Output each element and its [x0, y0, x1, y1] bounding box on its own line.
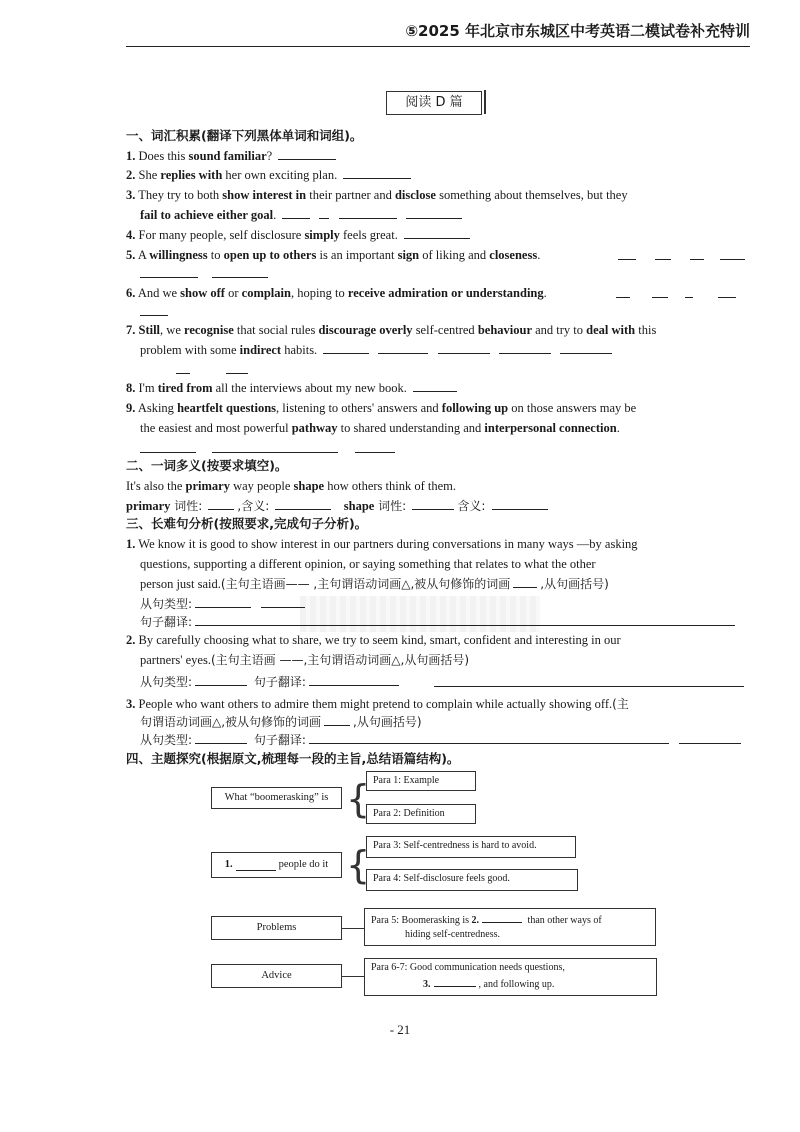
sentence-2-line1: 2. By carefully choosing what to share, we try to seem kind, smart, confident and interesting in our	[126, 633, 621, 647]
answer-blank[interactable]	[690, 259, 704, 260]
vocab-item-5: 5. A willingness to open up to others is an important sign of liking and closeness.	[126, 248, 541, 262]
vocab-item-9-line2: the easiest and most powerful pathway to shared understanding and interpersonal connection.	[140, 421, 620, 435]
answer-blank[interactable]	[679, 732, 741, 744]
sentence-1-line2: questions, supporting a different opinion, or saying something that relates to what the other	[140, 557, 596, 571]
answer-blank[interactable]	[413, 380, 457, 392]
polysemy-answers: primary 词性: ,含义: shape 词性: 含义:	[126, 498, 551, 514]
answer-blank[interactable]	[343, 167, 411, 179]
part3-heading: 三、长难句分析(按照要求,完成句子分析)。	[126, 516, 368, 531]
answer-blank[interactable]	[513, 576, 537, 588]
sentence-3-line1: 3. People who want others to admire them might pretend to complain while actually showing off.(主	[126, 697, 629, 711]
answer-blank[interactable]	[404, 227, 470, 239]
vocab-item-4: 4. For many people, self disclosure simply feels great.	[126, 227, 473, 243]
answer-blank[interactable]	[140, 315, 168, 316]
vocab-item-6: 6. And we show off or complain, hoping to receive admiration or understanding.	[126, 286, 547, 300]
structure-box-para6-7: Para 6-7: Good communication needs questions, 3. , and following up.	[364, 958, 657, 996]
answer-blank[interactable]	[319, 207, 329, 219]
answer-blank[interactable]	[176, 373, 190, 374]
header-rule	[126, 46, 750, 47]
sentence-2-line2: partners' eyes.(主句主语画 ——,主句谓语动词画△,从句画括号)	[140, 653, 470, 667]
part1-heading: 一、词汇积累(翻译下列黑体单词和词组)。	[126, 128, 363, 143]
vocab-item-3: 3. They try to both show interest in their partner and disclose something about themselves, but they	[126, 188, 628, 202]
vocab-item-7: 7. Still, we recognise that social rules discourage overly self-centred behaviour and try to deal with this	[126, 323, 657, 337]
pos-blank[interactable]	[208, 498, 234, 510]
answer-blank[interactable]	[718, 297, 736, 298]
answer-blank[interactable]	[226, 373, 248, 374]
answer-blank[interactable]	[560, 342, 612, 354]
answer-blank[interactable]	[212, 277, 268, 278]
answer-blank[interactable]	[616, 297, 630, 298]
sentence-1-line3: person just said.(主句主语画—— ,主句谓语动词画△,被从句修饰的词画 ,从句画括号)	[140, 577, 609, 591]
answer-blank[interactable]	[261, 596, 305, 608]
connector-line	[342, 976, 364, 977]
answer-blank[interactable]	[140, 452, 196, 453]
answer-blank[interactable]	[195, 614, 735, 626]
answer-blank[interactable]	[339, 207, 397, 219]
answer-blank[interactable]	[195, 674, 247, 686]
answer-blank[interactable]	[378, 342, 428, 354]
pos-blank[interactable]	[412, 498, 454, 510]
answer-blank[interactable]	[324, 714, 350, 726]
answer-blank[interactable]	[720, 259, 745, 260]
vocab-item-8: 8. I'm tired from all the interviews about my new book.	[126, 380, 460, 396]
part2-heading: 二、一词多义(按要求填空)。	[126, 458, 288, 473]
answer-blank-1[interactable]	[236, 859, 276, 871]
vocab-item-9: 9. Asking heartfelt questions, listening to others' answers and following up on those answers may be	[126, 401, 637, 415]
answer-blank-2[interactable]	[482, 911, 522, 923]
structure-box-para2: Para 2: Definition	[366, 804, 476, 824]
structure-box-why: 1. people do it	[211, 852, 342, 878]
section-bar	[484, 90, 486, 114]
answer-blank[interactable]	[406, 207, 462, 219]
answer-blank[interactable]	[195, 732, 247, 744]
structure-box-para1: Para 1: Example	[366, 771, 476, 791]
page-number: - 21	[389, 1022, 411, 1037]
vocab-item-2: 2. She replies with her own exciting plan.	[126, 167, 414, 183]
brace-icon: {	[346, 777, 371, 821]
answer-blank[interactable]	[212, 452, 338, 453]
structure-box-para3: Para 3: Self-centredness is hard to avoid.	[366, 836, 576, 858]
structure-box-problems: Problems	[211, 916, 342, 940]
answer-blank[interactable]	[438, 342, 490, 354]
answer-blank[interactable]	[195, 596, 251, 608]
answer-blank[interactable]	[355, 452, 395, 453]
structure-box-para4: Para 4: Self-disclosure feels good.	[366, 869, 578, 891]
structure-box-advice: Advice	[211, 964, 342, 988]
sentence-1-line1: 1. We know it is good to show interest in our partners during conversations in many ways —by asking	[126, 537, 638, 551]
section-title: 阅读 D 篇	[386, 91, 482, 115]
answer-blank[interactable]	[278, 148, 336, 160]
answer-blank[interactable]	[499, 342, 551, 354]
structure-box-para5: Para 5: Boomerasking is 2. than other ways of hiding self-centredness.	[364, 908, 656, 946]
sentence-1-translation: 句子翻译:	[140, 614, 738, 630]
answer-blank[interactable]	[309, 674, 399, 686]
answer-blank[interactable]	[282, 207, 310, 219]
connector-line	[342, 928, 364, 929]
sentence-3-analysis: 从句类型: 句子翻译:	[140, 732, 744, 748]
answer-blank[interactable]	[685, 297, 693, 298]
answer-blank[interactable]	[652, 297, 668, 298]
part4-heading: 四、主题探究(根据原文,梳理每一段的主旨,总结语篇结构)。	[126, 751, 460, 766]
structure-box-what: What “boomerasking” is	[211, 787, 342, 809]
vocab-item-3-line2: fail to achieve either goal.	[140, 207, 465, 223]
header-title: ⑤2025 年北京市东城区中考英语二模试卷补充特训	[405, 22, 750, 40]
meaning-blank[interactable]	[275, 498, 331, 510]
sentence-3-line2: 句谓语动词画△,被从句修饰的词画 ,从句画括号)	[140, 715, 422, 729]
sentence-1-clause-type: 从句类型:	[140, 596, 308, 612]
answer-blank[interactable]	[309, 732, 669, 744]
brace-icon: {	[346, 843, 371, 887]
answer-blank[interactable]	[434, 686, 744, 687]
answer-blank[interactable]	[323, 342, 369, 354]
answer-blank[interactable]	[655, 259, 671, 260]
sentence-2-analysis: 从句类型: 句子翻译:	[140, 674, 402, 690]
answer-blank[interactable]	[618, 259, 636, 260]
polysemy-sentence: It's also the primary way people shape how others think of them.	[126, 479, 457, 493]
vocab-item-1: 1. Does this sound familiar?	[126, 148, 339, 164]
vocab-item-7-line2: problem with some indirect habits.	[140, 342, 615, 358]
meaning-blank[interactable]	[492, 498, 548, 510]
answer-blank[interactable]	[140, 277, 198, 278]
answer-blank-3[interactable]	[434, 975, 476, 987]
